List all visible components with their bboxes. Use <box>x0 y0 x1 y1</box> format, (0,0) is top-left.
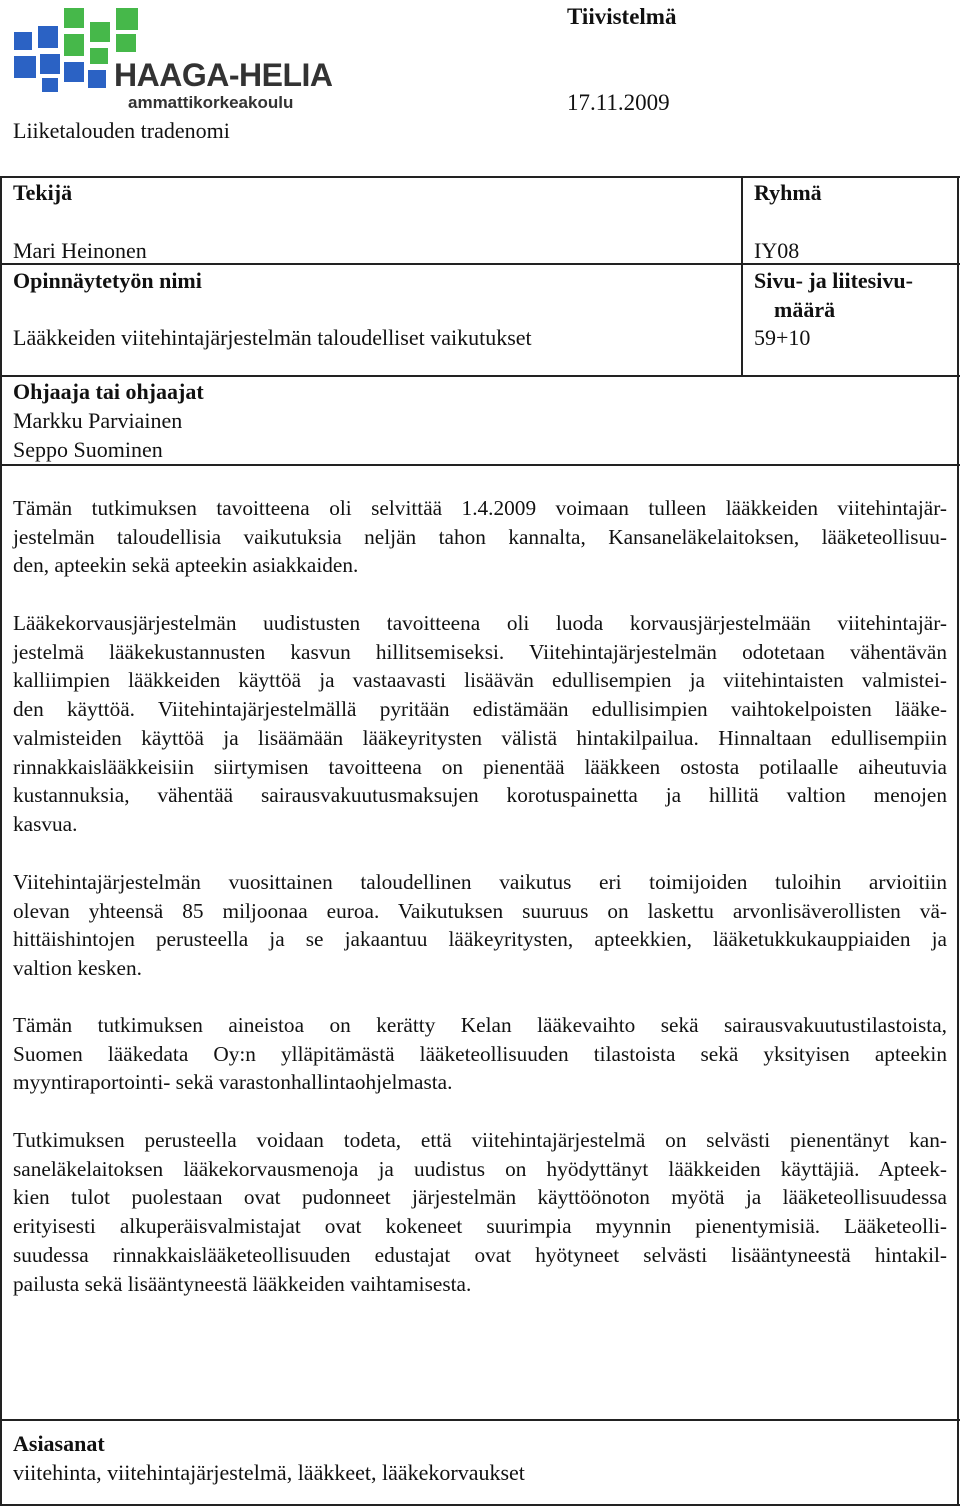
supervisor-1: Markku Parviainen <box>13 408 183 433</box>
abstract-line: den, apteekin sekä apteekin asiakkaiden. <box>13 553 359 578</box>
author-label: Tekijä <box>13 180 73 205</box>
abstract-line: Lääkekorvausjärjestelmän uudistusten tavoitteena oli luoda korvausjärjestelmään viitehintajär- <box>13 611 947 635</box>
keywords-value: viitehinta, viitehintajärjestelmä, lääkkeet, lääkekorvaukset <box>13 1460 525 1485</box>
abstract-line: hittäishintojen perusteella ja se jakaantuu lääkeyritysten, apteekkien, lääketukkukauppiaiden ja <box>13 927 947 952</box>
thesis-label: Opinnäytetyön nimi <box>13 268 202 293</box>
abstract-line: olevan yhteensä 85 miljoonaa euroa. Vaikutuksen suuruus on laskettu arvonlisäverollisten vä- <box>13 898 947 923</box>
abstract-paragraph-4 <box>13 1011 947 1097</box>
abstract-line: kalliimpien lääkkeiden käyttöä ja vastaavasti lisäävän edullisempien ja viitehintaisten valmistei- <box>13 668 947 693</box>
page-border-right <box>957 176 959 1506</box>
logo-mark <box>12 4 332 116</box>
abstract-line: kasvua. <box>13 811 78 836</box>
abstract-line: saneläkelaitoksen lääkekorvausmenoja ja uudistus on hyödyttänyt lääkkeiden käyttäjiä. Apteek- <box>13 1156 947 1181</box>
supervisors-label: Ohjaaja tai ohjaajat <box>13 379 204 404</box>
logo-name: HAAGA-HELIA <box>114 57 332 93</box>
abstract-line: suudessa rinnakkaislääketeollisuuden edustajat ovat hyötyneet selvästi lisääntyneestä hintakil- <box>13 1242 947 1267</box>
abstract-line: Tämän tutkimuksen aineistoa on kerätty Kelan lääkevaihto sekä sairausvakuutustilastoista, <box>13 1013 947 1037</box>
group-label: Ryhmä <box>754 180 822 205</box>
abstract-line: Tutkimuksen perusteella voidaan todeta, että viitehintajärjestelmä on selvästi pienentänyt kan- <box>13 1128 947 1152</box>
abstract-line: den käyttöä. Viitehintajärjestelmällä pyritään edistämään edullisimpien vaihtokelpoisten lääke- <box>13 697 947 722</box>
thesis-title: Lääkkeiden viitehintajärjestelmän taloudelliset vaikutukset <box>13 325 532 350</box>
author-name: Mari Heinonen <box>13 238 147 263</box>
page-border-left <box>0 176 2 1506</box>
pages-label-line2: määrä <box>774 297 836 322</box>
abstract-line: jestelmän taloudellisia vaikutuksia neljän tahon kannalta, Kansaneläkelaitoksen, lääketeollisuu- <box>13 524 947 549</box>
abstract-line: Suomen lääkedata Oy:n ylläpitämästä lääketeollisuuden tilastoista sekä yksityisen apteekin <box>13 1041 947 1066</box>
degree-program: Liiketalouden tradenomi <box>13 118 230 143</box>
abstract-paragraph-1 <box>13 494 947 580</box>
logo-subtitle: ammattikorkeakoulu <box>128 93 294 112</box>
group-value: IY08 <box>754 238 800 263</box>
haaga-helia-logo <box>12 4 332 116</box>
abstract-line: pailusta sekä lisääntyneestä lääkkeiden vaihtamisesta. <box>13 1271 472 1296</box>
keywords-label: Asiasanat <box>13 1431 105 1456</box>
abstract-paragraph-5 <box>13 1126 947 1298</box>
abstract-line: kien tulot puolestaan ovat pudonneet järjestelmän käyttöönoton myötä ja lääketeollisuudessa <box>13 1185 947 1210</box>
page-border-bottom <box>0 1504 960 1506</box>
abstract-line: rinnakkaislääkkeisiin siirtymisen tavoitteena on pienentää lääkkeen ostosta potilaalle aiheutuvia <box>13 754 947 779</box>
pages-value: 59+10 <box>754 325 811 350</box>
table-divider-vertical <box>741 176 743 377</box>
abstract-line: valtion kesken. <box>13 956 142 981</box>
abstract-paragraph-2 <box>13 609 947 839</box>
pages-label-line1: Sivu- ja liitesivu- <box>754 268 913 293</box>
abstract-line: Viitehintajärjestelmän vuosittainen taloudellinen vaikutus eri toimijoiden tuloihin arvioitiin <box>13 870 947 894</box>
abstract-paragraph-3 <box>13 868 947 983</box>
abstract-line: erityisesti alkuperäisvalmistajat ovat kokeneet suurimpia myynnin pienentymisiä. Lääketeolli- <box>13 1214 947 1239</box>
document-type: Tiivistelmä <box>567 4 677 29</box>
keywords-border-top <box>0 1419 960 1421</box>
abstract-line: valmisteiden käyttöä ja lisäämään lääkeyritysten välistä hintakilpailua. Hinnaltaan edullisempiin <box>13 725 947 750</box>
supervisor-2: Seppo Suominen <box>13 437 163 462</box>
document-date: 17.11.2009 <box>567 90 670 115</box>
abstract-line: jestelmä lääkekustannusten kasvun hillitsemiseksi. Viitehintajärjestelmän odotetaan vähentävän <box>13 639 947 664</box>
table-border-row3 <box>0 464 960 466</box>
abstract-line: Tämän tutkimuksen tavoitteena oli selvittää 1.4.2009 voimaan tulleen lääkkeiden viitehintajär- <box>13 496 947 520</box>
abstract-line: myyntiraportointi- sekä varastonhallintaohjelmasta. <box>13 1070 453 1095</box>
abstract-line: kustannuksia, vähentää sairausvakuutusmaksujen korotuspainetta ja hillitä valtion menojen <box>13 783 947 808</box>
